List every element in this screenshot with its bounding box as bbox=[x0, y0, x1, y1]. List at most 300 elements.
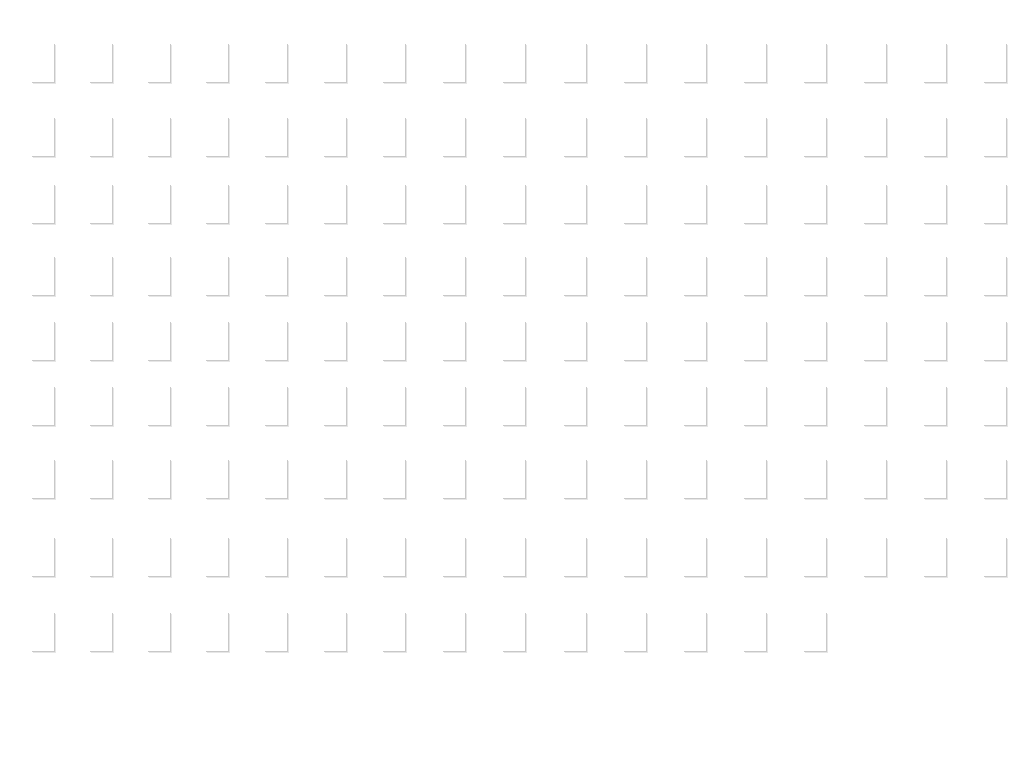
file-thumbnail-icon[interactable] bbox=[624, 460, 647, 499]
file-thumbnail-icon[interactable] bbox=[443, 118, 466, 157]
png-file-item[interactable] bbox=[722, 185, 782, 249]
png-file-item[interactable] bbox=[243, 387, 303, 451]
png-file-item[interactable] bbox=[10, 118, 70, 182]
file-thumbnail-icon[interactable] bbox=[206, 613, 229, 652]
file-thumbnail-icon[interactable] bbox=[864, 257, 887, 296]
png-file-item[interactable] bbox=[68, 185, 128, 249]
png-file-item[interactable] bbox=[782, 387, 842, 451]
png-file-item[interactable] bbox=[602, 613, 662, 677]
file-thumbnail-icon[interactable] bbox=[503, 257, 526, 296]
file-thumbnail-icon[interactable] bbox=[503, 118, 526, 157]
file-thumbnail-icon[interactable] bbox=[32, 257, 55, 296]
png-file-item[interactable] bbox=[722, 387, 782, 451]
png-file-item[interactable] bbox=[126, 44, 186, 108]
file-thumbnail-icon[interactable] bbox=[744, 538, 767, 577]
file-thumbnail-icon[interactable] bbox=[624, 322, 647, 361]
png-file-item[interactable] bbox=[542, 322, 602, 386]
png-file-item[interactable] bbox=[602, 322, 662, 386]
png-file-item[interactable] bbox=[10, 460, 70, 524]
file-thumbnail-icon[interactable] bbox=[564, 460, 587, 499]
png-file-item[interactable] bbox=[662, 118, 722, 182]
png-file-item[interactable] bbox=[842, 460, 902, 524]
png-file-item[interactable] bbox=[662, 185, 722, 249]
png-file-item[interactable] bbox=[10, 613, 70, 677]
png-file-item[interactable] bbox=[842, 185, 902, 249]
png-file-item[interactable] bbox=[302, 538, 362, 602]
file-thumbnail-icon[interactable] bbox=[265, 118, 288, 157]
png-file-item[interactable] bbox=[842, 118, 902, 182]
file-thumbnail-icon[interactable] bbox=[924, 387, 947, 426]
png-file-item[interactable] bbox=[842, 322, 902, 386]
png-file-item[interactable] bbox=[782, 44, 842, 108]
png-file-item[interactable] bbox=[184, 44, 244, 108]
file-thumbnail-icon[interactable] bbox=[924, 460, 947, 499]
file-thumbnail-icon[interactable] bbox=[90, 44, 113, 83]
file-thumbnail-icon[interactable] bbox=[265, 613, 288, 652]
png-file-item[interactable] bbox=[662, 257, 722, 321]
png-file-item[interactable] bbox=[421, 257, 481, 321]
png-file-item[interactable] bbox=[782, 185, 842, 249]
png-file-item[interactable] bbox=[421, 322, 481, 386]
file-thumbnail-icon[interactable] bbox=[864, 185, 887, 224]
file-thumbnail-icon[interactable] bbox=[744, 322, 767, 361]
png-file-item[interactable] bbox=[481, 460, 541, 524]
file-thumbnail-icon[interactable] bbox=[684, 322, 707, 361]
png-file-item[interactable] bbox=[184, 460, 244, 524]
file-thumbnail-icon[interactable] bbox=[624, 44, 647, 83]
png-file-item[interactable] bbox=[126, 185, 186, 249]
file-thumbnail-icon[interactable] bbox=[265, 322, 288, 361]
png-file-item[interactable] bbox=[481, 44, 541, 108]
file-thumbnail-icon[interactable] bbox=[443, 257, 466, 296]
file-thumbnail-icon[interactable] bbox=[804, 185, 827, 224]
png-file-item[interactable] bbox=[542, 538, 602, 602]
png-file-item[interactable] bbox=[481, 538, 541, 602]
file-thumbnail-icon[interactable] bbox=[90, 322, 113, 361]
file-thumbnail-icon[interactable] bbox=[564, 322, 587, 361]
file-thumbnail-icon[interactable] bbox=[206, 538, 229, 577]
file-thumbnail-icon[interactable] bbox=[383, 44, 406, 83]
png-file-item[interactable] bbox=[184, 613, 244, 677]
file-thumbnail-icon[interactable] bbox=[148, 185, 171, 224]
file-thumbnail-icon[interactable] bbox=[206, 185, 229, 224]
file-thumbnail-icon[interactable] bbox=[564, 257, 587, 296]
png-file-item[interactable] bbox=[662, 387, 722, 451]
file-thumbnail-icon[interactable] bbox=[443, 322, 466, 361]
png-file-item[interactable] bbox=[184, 257, 244, 321]
file-thumbnail-icon[interactable] bbox=[624, 538, 647, 577]
file-thumbnail-icon[interactable] bbox=[564, 613, 587, 652]
file-thumbnail-icon[interactable] bbox=[148, 322, 171, 361]
png-file-item[interactable] bbox=[361, 460, 421, 524]
file-thumbnail-icon[interactable] bbox=[684, 185, 707, 224]
file-thumbnail-icon[interactable] bbox=[804, 613, 827, 652]
file-thumbnail-icon[interactable] bbox=[864, 118, 887, 157]
png-file-item[interactable] bbox=[542, 613, 602, 677]
file-thumbnail-icon[interactable] bbox=[984, 322, 1007, 361]
file-thumbnail-icon[interactable] bbox=[324, 185, 347, 224]
file-thumbnail-icon[interactable] bbox=[864, 322, 887, 361]
file-thumbnail-icon[interactable] bbox=[624, 118, 647, 157]
png-file-item[interactable] bbox=[361, 613, 421, 677]
file-thumbnail-icon[interactable] bbox=[148, 44, 171, 83]
png-file-item[interactable] bbox=[421, 118, 481, 182]
file-thumbnail-icon[interactable] bbox=[443, 387, 466, 426]
png-file-item[interactable] bbox=[722, 257, 782, 321]
file-thumbnail-icon[interactable] bbox=[148, 613, 171, 652]
file-thumbnail-icon[interactable] bbox=[684, 538, 707, 577]
png-file-item[interactable] bbox=[722, 538, 782, 602]
png-file-item[interactable] bbox=[481, 185, 541, 249]
file-thumbnail-icon[interactable] bbox=[383, 257, 406, 296]
file-thumbnail-icon[interactable] bbox=[744, 118, 767, 157]
file-thumbnail-icon[interactable] bbox=[624, 185, 647, 224]
file-thumbnail-icon[interactable] bbox=[984, 185, 1007, 224]
file-thumbnail-icon[interactable] bbox=[804, 257, 827, 296]
file-thumbnail-icon[interactable] bbox=[383, 185, 406, 224]
file-thumbnail-icon[interactable] bbox=[324, 387, 347, 426]
file-thumbnail-icon[interactable] bbox=[924, 257, 947, 296]
png-file-item[interactable] bbox=[481, 613, 541, 677]
file-thumbnail-icon[interactable] bbox=[265, 538, 288, 577]
png-file-item[interactable] bbox=[302, 613, 362, 677]
file-thumbnail-icon[interactable] bbox=[564, 118, 587, 157]
png-file-item[interactable] bbox=[602, 538, 662, 602]
png-file-item[interactable] bbox=[126, 322, 186, 386]
png-file-item[interactable] bbox=[962, 44, 1022, 108]
file-thumbnail-icon[interactable] bbox=[984, 118, 1007, 157]
png-file-item[interactable] bbox=[126, 257, 186, 321]
file-thumbnail-icon[interactable] bbox=[744, 460, 767, 499]
png-file-item[interactable] bbox=[902, 118, 962, 182]
png-file-item[interactable] bbox=[602, 460, 662, 524]
file-thumbnail-icon[interactable] bbox=[624, 257, 647, 296]
png-file-item[interactable] bbox=[962, 322, 1022, 386]
png-file-item[interactable] bbox=[602, 118, 662, 182]
file-thumbnail-icon[interactable] bbox=[804, 538, 827, 577]
file-thumbnail-icon[interactable] bbox=[684, 257, 707, 296]
file-thumbnail-icon[interactable] bbox=[324, 118, 347, 157]
file-thumbnail-icon[interactable] bbox=[804, 387, 827, 426]
file-thumbnail-icon[interactable] bbox=[984, 538, 1007, 577]
png-file-item[interactable] bbox=[243, 613, 303, 677]
file-thumbnail-icon[interactable] bbox=[265, 185, 288, 224]
file-thumbnail-icon[interactable] bbox=[684, 118, 707, 157]
png-file-item[interactable] bbox=[243, 118, 303, 182]
png-file-item[interactable] bbox=[842, 257, 902, 321]
file-thumbnail-icon[interactable] bbox=[564, 185, 587, 224]
file-thumbnail-icon[interactable] bbox=[804, 460, 827, 499]
file-thumbnail-icon[interactable] bbox=[324, 44, 347, 83]
png-file-item[interactable] bbox=[902, 185, 962, 249]
file-thumbnail-icon[interactable] bbox=[90, 118, 113, 157]
png-file-item[interactable] bbox=[10, 44, 70, 108]
png-file-item[interactable] bbox=[782, 118, 842, 182]
png-file-item[interactable] bbox=[302, 44, 362, 108]
file-thumbnail-icon[interactable] bbox=[864, 44, 887, 83]
png-file-item[interactable] bbox=[842, 44, 902, 108]
file-thumbnail-icon[interactable] bbox=[864, 538, 887, 577]
png-file-item[interactable] bbox=[902, 387, 962, 451]
file-thumbnail-icon[interactable] bbox=[148, 257, 171, 296]
png-file-item[interactable] bbox=[842, 387, 902, 451]
file-thumbnail-icon[interactable] bbox=[383, 118, 406, 157]
file-thumbnail-icon[interactable] bbox=[744, 387, 767, 426]
file-thumbnail-icon[interactable] bbox=[90, 185, 113, 224]
file-thumbnail-icon[interactable] bbox=[684, 387, 707, 426]
png-file-item[interactable] bbox=[10, 185, 70, 249]
file-thumbnail-icon[interactable] bbox=[503, 185, 526, 224]
png-file-item[interactable] bbox=[243, 460, 303, 524]
png-file-item[interactable] bbox=[361, 387, 421, 451]
png-file-item[interactable] bbox=[962, 460, 1022, 524]
file-thumbnail-icon[interactable] bbox=[148, 118, 171, 157]
png-file-item[interactable] bbox=[126, 538, 186, 602]
png-file-item[interactable] bbox=[361, 44, 421, 108]
file-thumbnail-icon[interactable] bbox=[148, 460, 171, 499]
file-thumbnail-icon[interactable] bbox=[206, 44, 229, 83]
png-file-item[interactable] bbox=[602, 387, 662, 451]
png-file-item[interactable] bbox=[722, 118, 782, 182]
file-thumbnail-icon[interactable] bbox=[503, 44, 526, 83]
file-thumbnail-icon[interactable] bbox=[564, 387, 587, 426]
png-file-item[interactable] bbox=[302, 460, 362, 524]
png-file-item[interactable] bbox=[421, 44, 481, 108]
png-file-item[interactable] bbox=[126, 460, 186, 524]
png-file-item[interactable] bbox=[662, 460, 722, 524]
png-file-item[interactable] bbox=[302, 322, 362, 386]
file-thumbnail-icon[interactable] bbox=[443, 538, 466, 577]
file-thumbnail-icon[interactable] bbox=[984, 460, 1007, 499]
png-file-item[interactable] bbox=[602, 185, 662, 249]
png-file-item[interactable] bbox=[126, 387, 186, 451]
file-thumbnail-icon[interactable] bbox=[684, 613, 707, 652]
png-file-item[interactable] bbox=[602, 257, 662, 321]
file-thumbnail-icon[interactable] bbox=[90, 460, 113, 499]
file-thumbnail-icon[interactable] bbox=[383, 322, 406, 361]
png-file-item[interactable] bbox=[962, 118, 1022, 182]
file-thumbnail-icon[interactable] bbox=[443, 613, 466, 652]
png-file-item[interactable] bbox=[302, 257, 362, 321]
png-file-item[interactable] bbox=[481, 387, 541, 451]
png-file-item[interactable] bbox=[361, 257, 421, 321]
file-thumbnail-icon[interactable] bbox=[383, 538, 406, 577]
png-file-item[interactable] bbox=[68, 118, 128, 182]
file-thumbnail-icon[interactable] bbox=[564, 44, 587, 83]
file-thumbnail-icon[interactable] bbox=[503, 538, 526, 577]
png-file-item[interactable] bbox=[10, 322, 70, 386]
file-thumbnail-icon[interactable] bbox=[383, 387, 406, 426]
png-file-item[interactable] bbox=[421, 460, 481, 524]
png-file-item[interactable] bbox=[184, 322, 244, 386]
png-file-item[interactable] bbox=[542, 257, 602, 321]
png-file-item[interactable] bbox=[10, 538, 70, 602]
file-thumbnail-icon[interactable] bbox=[32, 460, 55, 499]
file-thumbnail-icon[interactable] bbox=[804, 322, 827, 361]
file-thumbnail-icon[interactable] bbox=[206, 118, 229, 157]
png-file-item[interactable] bbox=[184, 185, 244, 249]
png-file-item[interactable] bbox=[902, 460, 962, 524]
file-thumbnail-icon[interactable] bbox=[32, 538, 55, 577]
png-file-item[interactable] bbox=[962, 387, 1022, 451]
png-file-item[interactable] bbox=[722, 460, 782, 524]
file-thumbnail-icon[interactable] bbox=[684, 44, 707, 83]
png-file-item[interactable] bbox=[842, 538, 902, 602]
png-file-item[interactable] bbox=[68, 44, 128, 108]
file-thumbnail-icon[interactable] bbox=[148, 387, 171, 426]
file-thumbnail-icon[interactable] bbox=[924, 185, 947, 224]
file-thumbnail-icon[interactable] bbox=[206, 322, 229, 361]
file-thumbnail-icon[interactable] bbox=[503, 322, 526, 361]
file-thumbnail-icon[interactable] bbox=[984, 257, 1007, 296]
png-file-item[interactable] bbox=[722, 322, 782, 386]
file-thumbnail-icon[interactable] bbox=[265, 387, 288, 426]
file-thumbnail-icon[interactable] bbox=[32, 185, 55, 224]
png-file-item[interactable] bbox=[68, 613, 128, 677]
png-file-item[interactable] bbox=[184, 538, 244, 602]
png-file-item[interactable] bbox=[481, 118, 541, 182]
png-file-item[interactable] bbox=[421, 538, 481, 602]
file-thumbnail-icon[interactable] bbox=[90, 613, 113, 652]
file-thumbnail-icon[interactable] bbox=[984, 387, 1007, 426]
file-thumbnail-icon[interactable] bbox=[924, 322, 947, 361]
file-thumbnail-icon[interactable] bbox=[624, 387, 647, 426]
png-file-item[interactable] bbox=[68, 257, 128, 321]
file-thumbnail-icon[interactable] bbox=[324, 613, 347, 652]
png-file-item[interactable] bbox=[243, 322, 303, 386]
png-file-item[interactable] bbox=[68, 322, 128, 386]
file-thumbnail-icon[interactable] bbox=[32, 387, 55, 426]
png-file-item[interactable] bbox=[68, 460, 128, 524]
file-thumbnail-icon[interactable] bbox=[864, 460, 887, 499]
file-thumbnail-icon[interactable] bbox=[90, 387, 113, 426]
file-thumbnail-icon[interactable] bbox=[443, 185, 466, 224]
file-thumbnail-icon[interactable] bbox=[90, 257, 113, 296]
file-thumbnail-icon[interactable] bbox=[265, 257, 288, 296]
file-thumbnail-icon[interactable] bbox=[206, 257, 229, 296]
file-thumbnail-icon[interactable] bbox=[744, 257, 767, 296]
png-file-item[interactable] bbox=[962, 538, 1022, 602]
png-file-item[interactable] bbox=[421, 185, 481, 249]
png-file-item[interactable] bbox=[542, 118, 602, 182]
file-thumbnail-icon[interactable] bbox=[324, 538, 347, 577]
file-thumbnail-icon[interactable] bbox=[924, 118, 947, 157]
png-file-item[interactable] bbox=[902, 44, 962, 108]
png-file-item[interactable] bbox=[421, 387, 481, 451]
png-file-item[interactable] bbox=[302, 118, 362, 182]
png-file-item[interactable] bbox=[10, 257, 70, 321]
file-thumbnail-icon[interactable] bbox=[503, 460, 526, 499]
png-file-item[interactable] bbox=[10, 387, 70, 451]
png-file-item[interactable] bbox=[782, 257, 842, 321]
png-file-item[interactable] bbox=[782, 538, 842, 602]
file-thumbnail-icon[interactable] bbox=[984, 44, 1007, 83]
file-thumbnail-icon[interactable] bbox=[324, 257, 347, 296]
png-file-item[interactable] bbox=[722, 613, 782, 677]
png-file-item[interactable] bbox=[782, 460, 842, 524]
file-thumbnail-icon[interactable] bbox=[684, 460, 707, 499]
png-file-item[interactable] bbox=[243, 257, 303, 321]
png-file-item[interactable] bbox=[126, 613, 186, 677]
png-file-item[interactable] bbox=[662, 613, 722, 677]
png-file-item[interactable] bbox=[361, 538, 421, 602]
png-file-item[interactable] bbox=[361, 118, 421, 182]
png-file-item[interactable] bbox=[243, 538, 303, 602]
file-thumbnail-icon[interactable] bbox=[804, 44, 827, 83]
png-file-item[interactable] bbox=[662, 322, 722, 386]
png-file-item[interactable] bbox=[302, 185, 362, 249]
file-thumbnail-icon[interactable] bbox=[206, 387, 229, 426]
file-thumbnail-icon[interactable] bbox=[924, 538, 947, 577]
file-thumbnail-icon[interactable] bbox=[564, 538, 587, 577]
file-thumbnail-icon[interactable] bbox=[32, 118, 55, 157]
png-file-item[interactable] bbox=[602, 44, 662, 108]
png-file-item[interactable] bbox=[361, 185, 421, 249]
png-file-item[interactable] bbox=[962, 185, 1022, 249]
png-file-item[interactable] bbox=[542, 460, 602, 524]
file-thumbnail-icon[interactable] bbox=[32, 613, 55, 652]
png-file-item[interactable] bbox=[542, 387, 602, 451]
file-thumbnail-icon[interactable] bbox=[624, 613, 647, 652]
png-file-item[interactable] bbox=[542, 44, 602, 108]
png-file-item[interactable] bbox=[902, 538, 962, 602]
png-file-item[interactable] bbox=[662, 44, 722, 108]
file-thumbnail-icon[interactable] bbox=[383, 460, 406, 499]
png-file-item[interactable] bbox=[184, 387, 244, 451]
file-thumbnail-icon[interactable] bbox=[804, 118, 827, 157]
png-file-item[interactable] bbox=[481, 257, 541, 321]
png-file-item[interactable] bbox=[902, 257, 962, 321]
png-file-item[interactable] bbox=[421, 613, 481, 677]
png-file-item[interactable] bbox=[361, 322, 421, 386]
png-file-item[interactable] bbox=[722, 44, 782, 108]
file-thumbnail-icon[interactable] bbox=[32, 44, 55, 83]
file-thumbnail-icon[interactable] bbox=[864, 387, 887, 426]
file-thumbnail-icon[interactable] bbox=[744, 185, 767, 224]
file-thumbnail-icon[interactable] bbox=[443, 44, 466, 83]
file-thumbnail-icon[interactable] bbox=[924, 44, 947, 83]
png-file-item[interactable] bbox=[126, 118, 186, 182]
file-thumbnail-icon[interactable] bbox=[32, 322, 55, 361]
file-thumbnail-icon[interactable] bbox=[443, 460, 466, 499]
png-file-item[interactable] bbox=[243, 44, 303, 108]
png-file-item[interactable] bbox=[302, 387, 362, 451]
file-thumbnail-icon[interactable] bbox=[324, 460, 347, 499]
file-thumbnail-icon[interactable] bbox=[383, 613, 406, 652]
file-thumbnail-icon[interactable] bbox=[744, 613, 767, 652]
file-thumbnail-icon[interactable] bbox=[265, 44, 288, 83]
png-file-item[interactable] bbox=[481, 322, 541, 386]
png-file-item[interactable] bbox=[782, 613, 842, 677]
file-thumbnail-icon[interactable] bbox=[148, 538, 171, 577]
file-thumbnail-icon[interactable] bbox=[90, 538, 113, 577]
png-file-item[interactable] bbox=[782, 322, 842, 386]
file-thumbnail-icon[interactable] bbox=[265, 460, 288, 499]
file-thumbnail-icon[interactable] bbox=[206, 460, 229, 499]
png-file-item[interactable] bbox=[68, 387, 128, 451]
png-file-item[interactable] bbox=[542, 185, 602, 249]
file-thumbnail-icon[interactable] bbox=[744, 44, 767, 83]
png-file-item[interactable] bbox=[902, 322, 962, 386]
png-file-item[interactable] bbox=[184, 118, 244, 182]
file-thumbnail-icon[interactable] bbox=[503, 387, 526, 426]
png-file-item[interactable] bbox=[243, 185, 303, 249]
file-thumbnail-icon[interactable] bbox=[503, 613, 526, 652]
png-file-item[interactable] bbox=[962, 257, 1022, 321]
png-file-item[interactable] bbox=[68, 538, 128, 602]
file-thumbnail-icon[interactable] bbox=[324, 322, 347, 361]
png-file-item[interactable] bbox=[662, 538, 722, 602]
